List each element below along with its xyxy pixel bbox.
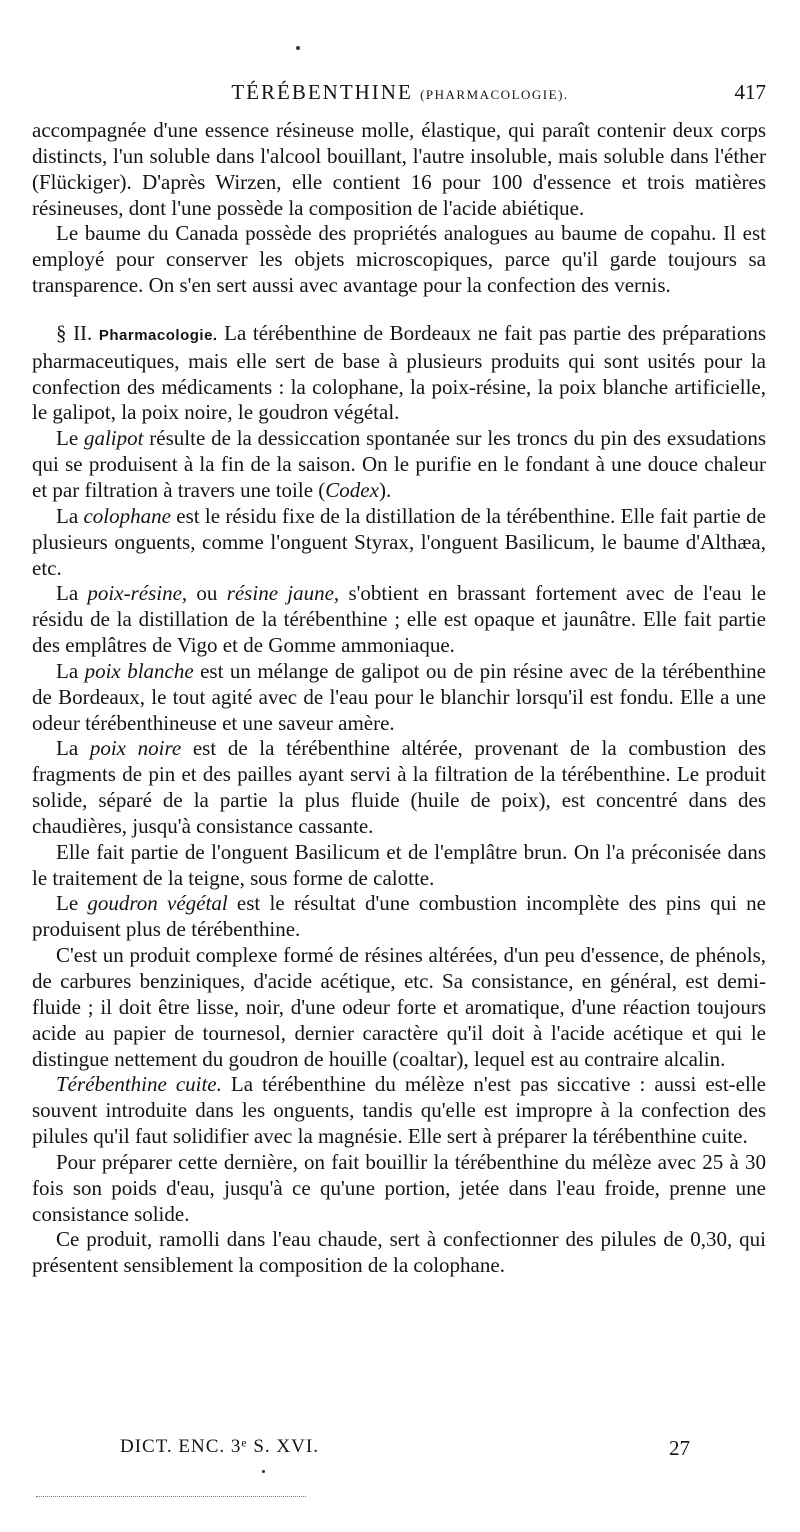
running-title [32,80,768,105]
paragraph [32,1072,766,1150]
italic-term: poix-résine, [87,581,188,606]
paragraph [32,118,766,221]
text-run: est le résidu fixe de la distillation de la térébenthine. Elle fait partie de plusieurs onguents, comme l'onguent Styrax, l'onguent Basilicum, le baume d'Althæa, etc. [32,503,766,580]
print-speck [296,46,300,50]
page-footer [120,1436,690,1462]
text-run: Elle fait partie de l'onguent Basilicum et de l'emplâtre brun. On l'a préconisée dans le traitement de la teigne, sous forme de calotte. [32,839,766,890]
italic-term: Codex [325,477,379,502]
text-run: accompagnée d'une essence résineuse molle, élastique, qui paraît contenir deux corps distincts, l'un soluble dans l'alcool bouillant, l'autre insoluble, mais soluble dans l'éther (Flückiger). D'après Wirzen, elle contient 16 pour 100 d'essence et trois matières résineuses, dont l'une possède la composition de l'acide abiétique. [32,118,766,220]
signature-text: DICT. ENC. 3 [120,1436,242,1457]
section-paragraph [32,321,766,426]
text-run: Le [56,891,88,916]
section-number: § II. [56,320,99,345]
text-run: Le [56,426,84,451]
text-run: Pour préparer cette dernière, on fait bouillir la térébenthine du mélèze avec 25 à 30 fois son poids d'eau, jusqu'à ce qu'une portion, jetée dans l'eau froide, prenne une consistance solide. [32,1149,766,1226]
italic-term: colophane [83,503,171,528]
italic-term: Térébenthine cuite. [56,1072,222,1097]
text-run: est de la térébenthine altérée, provenant de la combustion des fragments de pin et des pailles ayant servi à la filtration de la térébenthine. Le produit solide, séparé de la partie la plus fluide (huile de poix), est concentré dans des chaudières, jusqu'à consistance cassante. [32,736,766,838]
text-run: Ce produit, ramolli dans l'eau chaude, sert à confectionner des pilules de 0,30, qui présentent sensiblement la composition de la colophane. [32,1227,766,1278]
bottom-rule [36,1496,306,1497]
text-run: La térébenthine de Bordeaux ne fait pas partie des préparations pharmaceutiques, mais elle sert de base à plusieurs produits qui sont usités pour la confection des médicaments : la colophane, la poix-résine, la poix blanche artificielle, le galipot, la poix noire, le goudron végétal. [32,320,766,425]
text-run: La [56,658,85,683]
paragraph [32,221,766,299]
paragraph [32,1150,766,1228]
paragraph [32,736,766,839]
header-subtitle: (PHARMACOLOGIE). [420,87,569,102]
paragraph [32,1227,766,1279]
section-heading: Pharmacologie. [98,326,218,344]
text-run: est un mélange de galipot ou de pin résine avec de la térébenthine de Bordeaux, le tout agité avec de l'eau pour le blanchir lorsqu'il est fondu. Elle a une odeur térébenthineuse et une saveur amère. [32,658,766,735]
sheet-number: 27 [669,1436,690,1460]
paragraph [32,943,766,1072]
header-title: TÉRÉBENTHINE [231,80,413,104]
body-text [32,118,766,1279]
italic-term: goudron végétal [87,891,228,916]
paragraph [32,891,766,943]
paragraph [32,504,766,582]
italic-term: galipot [83,426,144,451]
text-run: est le résultat d'une combustion incomplète des pins qui ne produisent plus de térébenthine. [32,891,766,942]
text-run: Le baume du Canada possède des propriétés analogues au baume de copahu. Il est employé pour conserver les objets microscopiques, parce qu'il garde toujours sa transparence. On s'en sert aussi avec avantage pour la confection des vernis. [32,221,766,298]
text-run: s'obtient en brassant fortement avec de l'eau le résidu de la distillation de la térébenthine ; elle est opaque et jaunâtre. Elle fait partie des emplâtres de Vigo et de Gomme ammoniaque. [32,581,767,658]
text-run: La [56,581,88,606]
text-run: résulte de la dessiccation spontanée sur les troncs du pin des exsudations qui se produisent à la fin de la saison. On le purifie en le fondant à une douce chaleur et par filtration à travers une toile ( [32,426,766,502]
paragraph [32,840,766,892]
text-run: La térébenthine du mélèze n'est pas siccative : aussi est-elle souvent introduite dans les onguents, tandis qu'elle est impropre à la confection des pilules qu'il faut solidifier avec la magnésie. Elle sert à préparer la térébenthine cuite. [32,1072,766,1149]
page-number: 417 [734,80,766,104]
running-header [32,80,768,110]
text-run: C'est un produit complexe formé de résines altérées, d'un peu d'essence, de phénols, de carbures benziniques, d'acide acétique, etc. Sa consistance, en général, est demi-fluide ; il doit être lisse, noir, d'une odeur forte et aromatique, d'une réaction toujours acide au papier de tournesol, dernier caractère qu'il doit à l'acide acétique et qui le distingue nettement du goudron de houille (coaltar), lequel est au contraire alcalin. [32,943,766,1071]
print-speck [262,1470,265,1473]
text-run: ou [187,581,227,606]
signature-series: S. XVI. [247,1436,319,1457]
text-run: La [56,503,84,528]
italic-term: poix noire [89,736,182,761]
text-run: ). [378,477,392,502]
paragraph [32,581,766,659]
signature-mark [120,1436,319,1458]
italic-term: poix blanche [84,658,194,683]
paragraph [32,426,766,504]
signature-superscript: e [241,1436,248,1450]
italic-term: résine jaune, [226,581,340,606]
text-run: La [56,736,90,761]
paragraph [32,659,766,737]
